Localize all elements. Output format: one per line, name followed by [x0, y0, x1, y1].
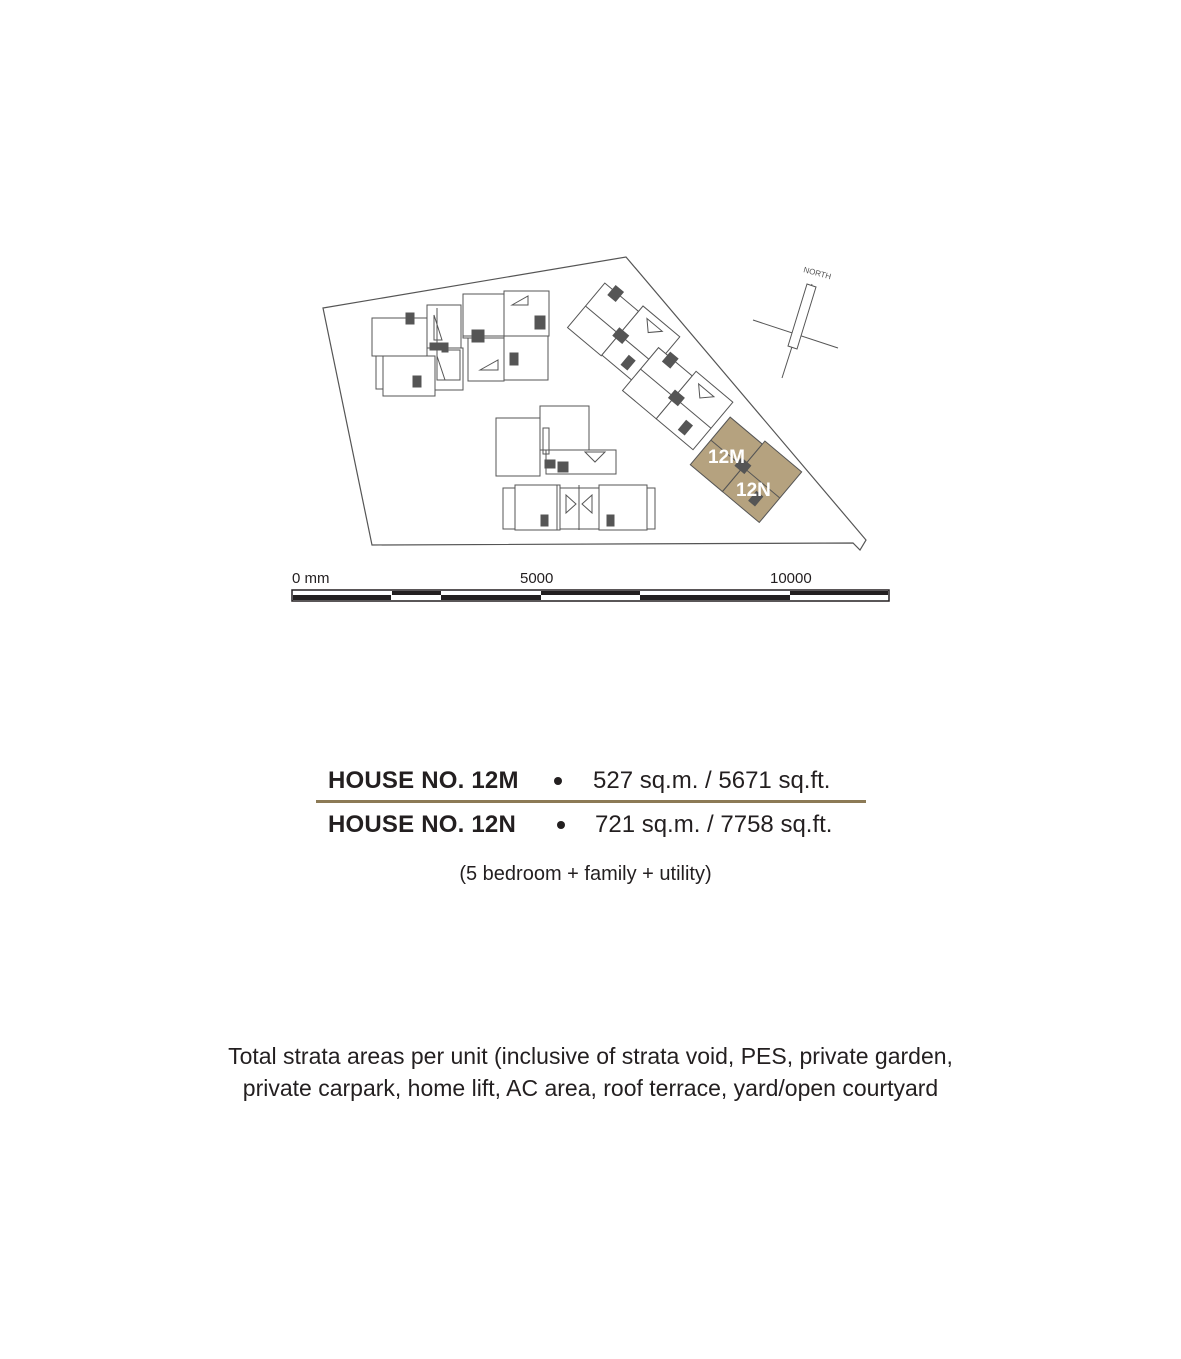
strata-area-footnote — [0, 1040, 1181, 1104]
scale-label-0: 0 mm — [292, 570, 330, 587]
house-name: HOUSE NO. 12N — [328, 811, 516, 838]
unit-12n-label: 12N — [736, 480, 771, 501]
house-area: 527 sq.m. / 5671 sq.ft. — [593, 767, 831, 794]
divider-line — [316, 800, 866, 803]
north-arrow-icon — [753, 265, 838, 378]
house-block-cluster-2 — [463, 291, 549, 381]
bullet — [554, 777, 562, 785]
scale-bar — [292, 570, 889, 601]
footnote-line-1: Total strata areas per unit (inclusive of strata void, PES, private garden, — [228, 1043, 953, 1069]
house-name: HOUSE NO. 12M — [328, 767, 519, 794]
north-label: NORTH — [802, 265, 833, 282]
scale-label-10000: 10000 — [770, 570, 812, 587]
house-block-cluster-6 — [503, 485, 655, 530]
bullet — [557, 821, 565, 829]
unit-type-note: (5 bedroom + family + utility) — [459, 863, 712, 885]
house-block-cluster-1 — [372, 305, 463, 396]
footnote-line-2: private carpark, home lift, AC area, roof terrace, yard/open courtyard — [242, 1075, 939, 1101]
unit-12m-label: 12M — [708, 447, 745, 468]
scale-label-5000: 5000 — [520, 570, 554, 587]
house-area: 721 sq.m. / 7758 sq.ft. — [595, 811, 833, 838]
house-block-cluster-5 — [496, 406, 616, 476]
